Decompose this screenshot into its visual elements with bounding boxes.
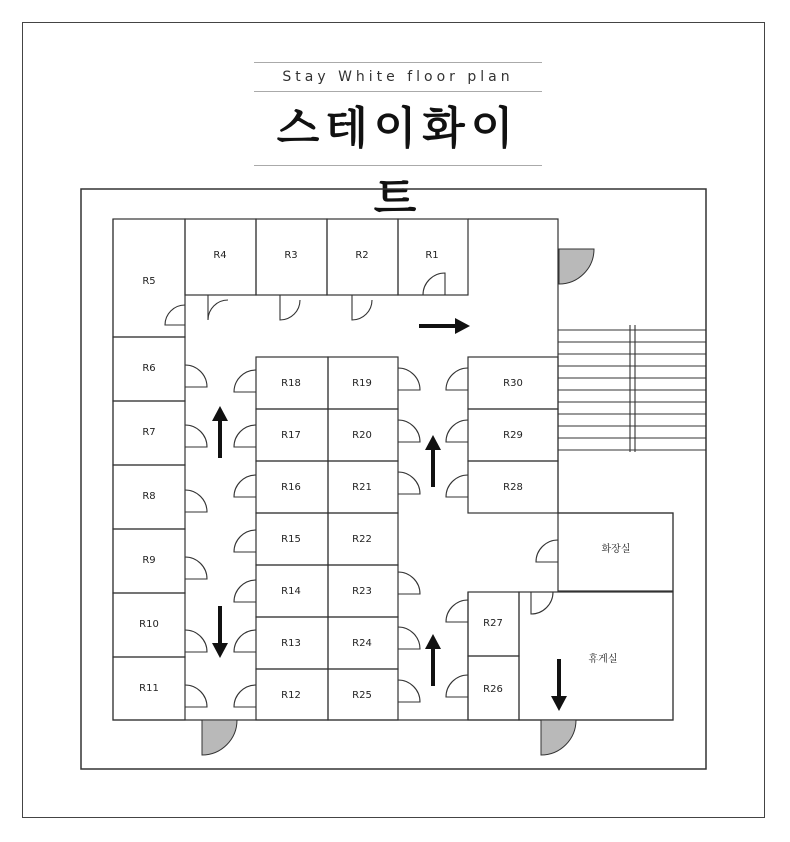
room-label-lounge: 휴게실 (588, 654, 618, 665)
room-label: R2 (355, 250, 369, 261)
room-label: R14 (281, 586, 301, 597)
room-label: R19 (352, 378, 372, 389)
room-label: R24 (352, 638, 372, 649)
room-label: R3 (284, 250, 298, 261)
room-label: R15 (281, 534, 301, 545)
direction-arrows (212, 318, 567, 711)
room-label: R20 (352, 430, 372, 441)
room-label: R23 (352, 586, 372, 597)
exit-door-icon (202, 720, 237, 755)
room-label-restroom: 화장실 (601, 544, 631, 555)
room-label: R28 (503, 482, 523, 493)
room-label: R6 (142, 363, 156, 374)
exit-door-icon (559, 249, 594, 284)
room-label: R5 (142, 276, 156, 287)
room-label: R1 (425, 250, 439, 261)
corridor-outline (113, 219, 673, 720)
room-label: R7 (142, 427, 156, 438)
building-outline (81, 189, 706, 769)
room-label: R18 (281, 378, 301, 389)
room-label: R26 (483, 684, 503, 695)
room-label: R22 (352, 534, 372, 545)
room-label: R11 (139, 683, 159, 694)
room-label: R8 (142, 491, 156, 502)
room-label: R21 (352, 482, 372, 493)
room-label: R27 (483, 618, 503, 629)
room-label: R30 (503, 378, 523, 389)
stairs (558, 325, 706, 452)
room-label: R9 (142, 555, 156, 566)
room-label: R4 (213, 250, 227, 261)
room-label: R12 (281, 690, 301, 701)
room-label: R13 (281, 638, 301, 649)
room-label: R17 (281, 430, 301, 441)
room-label: R16 (281, 482, 301, 493)
room-label: R29 (503, 430, 523, 441)
room-label: R10 (139, 619, 159, 630)
exit-door-icon (541, 720, 576, 755)
plan-subtitle: Stay White floor plan (254, 62, 542, 92)
plan-title: 스테이화이트 (254, 94, 542, 166)
room-label: R25 (352, 690, 372, 701)
